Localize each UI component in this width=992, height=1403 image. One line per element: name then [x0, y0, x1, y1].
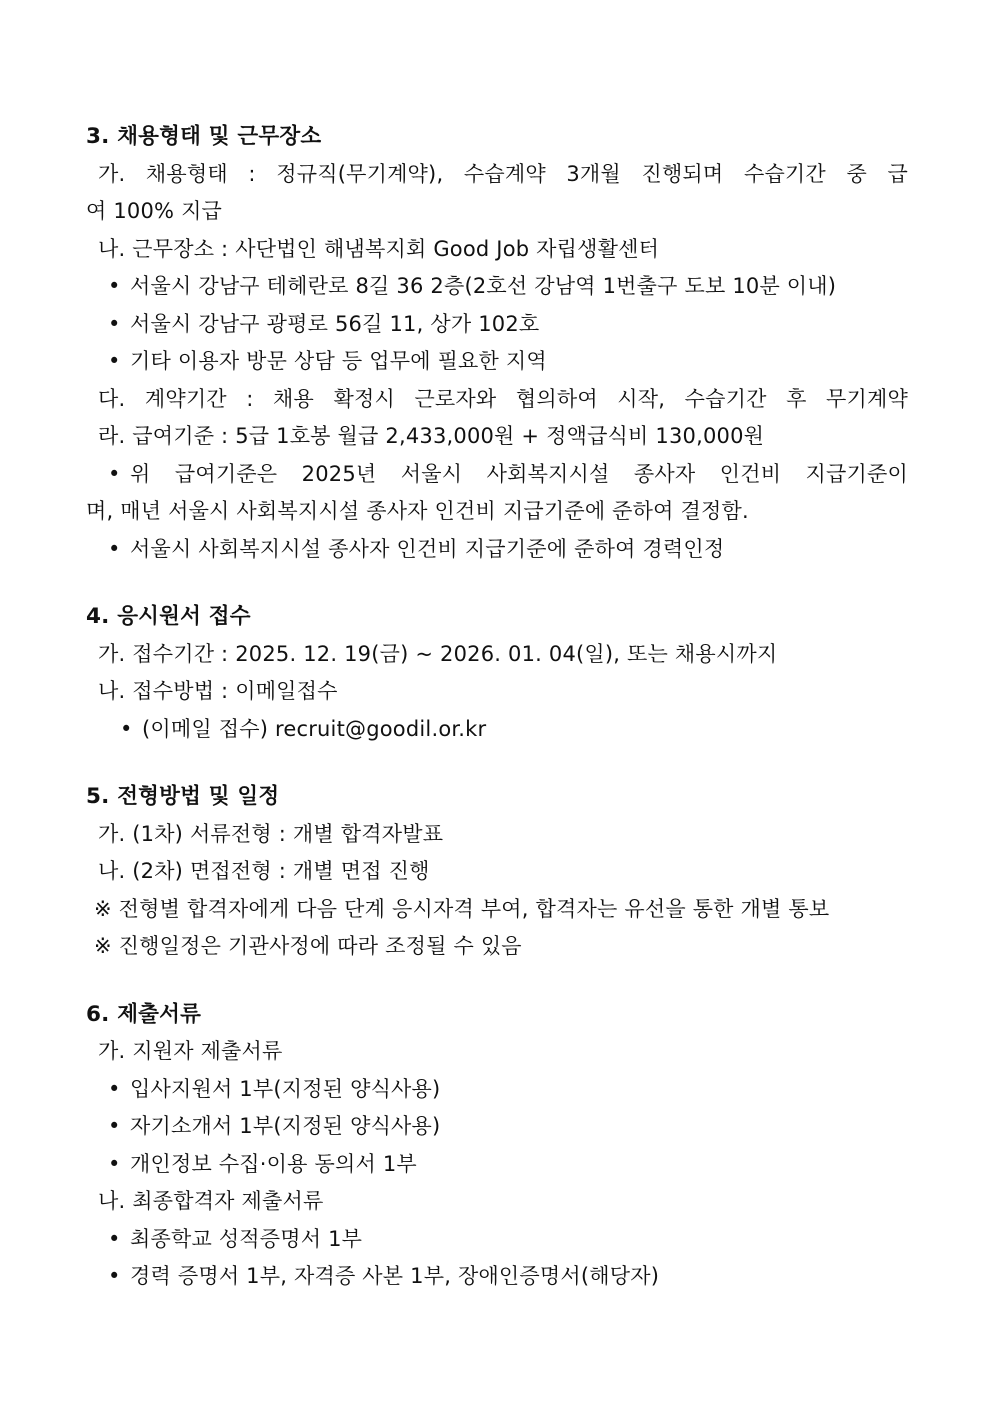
- section-6-heading: 6. 제출서류: [86, 1001, 202, 1027]
- final-doc-2-text: 경력 증명서 1부, 자격증 사본 1부, 장애인증명서(해당자): [130, 1264, 660, 1288]
- applicant-doc-2-text: 자기소개서 1부(지정된 양식사용): [130, 1114, 441, 1138]
- bullet-icon: •: [108, 1114, 121, 1138]
- section-5-heading: 5. 전형방법 및 일정: [86, 784, 280, 809]
- section-3-heading: 3. 채용형태 및 근무장소: [86, 124, 322, 149]
- salary-bullet-2: [86, 531, 908, 569]
- bullet-icon: •: [108, 274, 121, 298]
- employment-type-line: 가. 채용형태 : 정규직(무기계약), 수습계약 3개월 진행되며 수습기간 중 급: [98, 161, 908, 186]
- final-doc-1-text: 최종학교 성적증명서 1부: [130, 1226, 363, 1251]
- bullet-icon: •: [108, 1264, 121, 1288]
- application-period-line: 가. 접수기간 : 2025. 12. 19(금) ~ 2026. 01. 04(일), 또는 채용시까지: [98, 641, 778, 666]
- bullet-icon: •: [108, 1226, 121, 1251]
- email-text: (이메일 접수) recruit@goodil.or.kr: [142, 716, 487, 741]
- note-2: ※ 진행일정은 기관사정에 따라 조정될 수 있음: [94, 934, 522, 958]
- final-docs-line: 나. 최종합격자 제출서류: [98, 1189, 324, 1213]
- email-bullet: [86, 711, 908, 749]
- applicant-doc-1: [86, 1071, 908, 1109]
- application-method-line: 나. 접수방법 : 이메일접수: [98, 679, 338, 703]
- workplace-bullet-2: [86, 306, 908, 344]
- section-4-heading: 4. 응시원서 접수: [86, 604, 251, 629]
- bullet-icon: •: [108, 461, 121, 486]
- bullet-icon: •: [108, 1076, 121, 1101]
- applicant-doc-3-text: 개인정보 수집·이용 동의서 1부: [130, 1151, 417, 1176]
- applicant-doc-2: [86, 1108, 908, 1146]
- salary-bullet-1: [86, 456, 908, 494]
- workplace-bullet-1: [86, 268, 908, 306]
- employment-type-line-cont: 여 100% 지급: [86, 199, 223, 223]
- bullet-icon: •: [108, 349, 121, 373]
- salary-bullet-1-cont: 며, 매년 서울시 사회복지시설 종사자 인건비 지급기준에 준하여 결정함.: [86, 499, 749, 523]
- workplace-bullet-3: [86, 343, 908, 381]
- workplace-other: 기타 이용자 방문 상담 등 업무에 필요한 지역: [130, 349, 547, 373]
- workplace-line: 나. 근무장소 : 사단법인 해냄복지회 Good Job 자립생활센터: [98, 236, 660, 261]
- career-recognition-text: 서울시 사회복지시설 종사자 인건비 지급기준에 준하여 경력인정: [130, 536, 725, 561]
- document-page: [86, 118, 908, 1296]
- bullet-icon: •: [108, 536, 121, 561]
- salary-line: 라. 급여기준 : 5급 1호봉 월급 2,433,000원 + 정액급식비 130,000원: [98, 424, 765, 448]
- applicant-docs-line: 가. 지원자 제출서류: [98, 1039, 283, 1063]
- bullet-icon: •: [108, 1151, 121, 1176]
- applicant-doc-3: [86, 1146, 908, 1184]
- salary-basis-text: 위 급여기준은 2025년 서울시 사회복지시설 종사자 인건비 지급기준이: [130, 461, 908, 486]
- final-doc-1: [86, 1221, 908, 1259]
- bullet-icon: •: [108, 311, 121, 336]
- workplace-address-1: 서울시 강남구 테헤란로 8길 36 2층(2호선 강남역 1번출구 도보 10분 이내): [130, 274, 837, 298]
- final-doc-2: [86, 1258, 908, 1296]
- bullet-icon: •: [120, 716, 133, 741]
- interview-line: 나. (2차) 면접전형 : 개별 면접 진행: [98, 859, 430, 883]
- applicant-doc-1-text: 입사지원서 1부(지정된 양식사용): [130, 1076, 441, 1101]
- document-screening-line: 가. (1차) 서류전형 : 개별 합격자발표: [98, 821, 444, 846]
- workplace-address-2: 서울시 강남구 광평로 56길 11, 상가 102호: [130, 311, 540, 336]
- note-1: ※ 전형별 합격자에게 다음 단계 응시자격 부여, 합격자는 유선을 통한 개별 통보: [94, 896, 830, 921]
- contract-period-line: 다. 계약기간 : 채용 확정시 근로자와 협의하여 시작, 수습기간 후 무기계약: [98, 386, 908, 411]
